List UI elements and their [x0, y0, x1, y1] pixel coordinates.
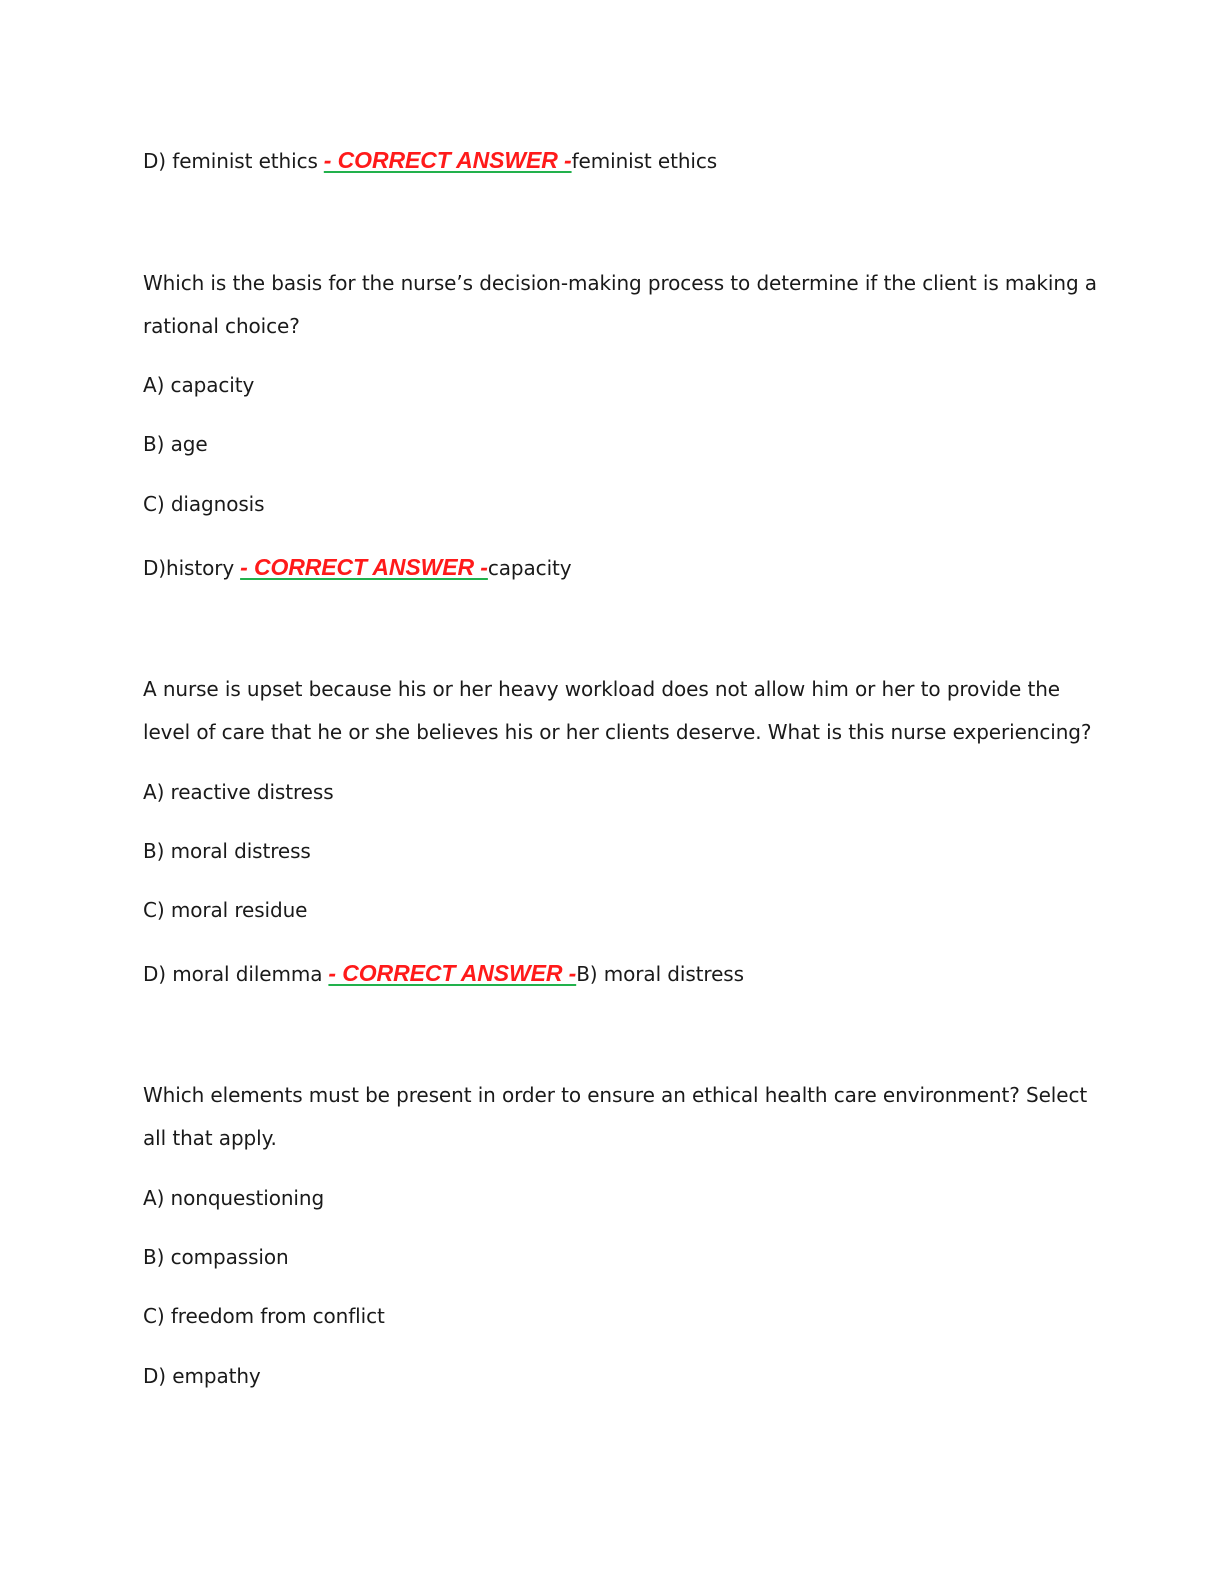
q0-option-d: D) feminist ethics	[143, 149, 318, 173]
q1-question-line2: rational choice?	[143, 314, 300, 338]
q0-answer: feminist ethics	[571, 149, 718, 173]
q2-answer: B) moral distress	[576, 962, 744, 986]
q3-option-b: B) compassion	[143, 1245, 289, 1269]
q1-option-b: B) age	[143, 432, 208, 456]
q2-option-d: D) moral dilemma	[143, 962, 323, 986]
q0-option-d-line	[143, 148, 717, 173]
q2-option-a: A) reactive distress	[143, 780, 334, 804]
q3-question-line2: all that apply.	[143, 1126, 277, 1150]
q3-option-c: C) freedom from conflict	[143, 1304, 385, 1328]
q2-option-c: C) moral residue	[143, 898, 308, 922]
q2-option-d-line	[143, 961, 744, 986]
q1-option-d: D)history	[143, 556, 235, 580]
q1-option-a: A) capacity	[143, 373, 255, 397]
q3-option-a: A) nonquestioning	[143, 1186, 325, 1210]
q1-option-d-line	[143, 555, 572, 580]
q2-correct-answer-marker: - CORRECT ANSWER -	[328, 960, 577, 986]
q3-question-line1: Which elements must be present in order to ensure an ethical health care environment? Select	[143, 1083, 1088, 1107]
q2-question-line1: A nurse is upset because his or her heavy workload does not allow him or her to provide the	[143, 677, 1061, 701]
q3-option-d: D) empathy	[143, 1364, 261, 1388]
q0-correct-answer-marker: - CORRECT ANSWER -	[323, 147, 572, 173]
q2-question-line2: level of care that he or she believes his or her clients deserve. What is this nurse experiencing?	[143, 720, 1092, 744]
q2-option-b: B) moral distress	[143, 839, 311, 863]
q1-answer: capacity	[487, 556, 572, 580]
q1-option-c: C) diagnosis	[143, 492, 265, 516]
q1-correct-answer-marker: - CORRECT ANSWER -	[240, 554, 488, 580]
q1-question-line1: Which is the basis for the nurse’s decision-making process to determine if the client is making a	[143, 271, 1097, 295]
